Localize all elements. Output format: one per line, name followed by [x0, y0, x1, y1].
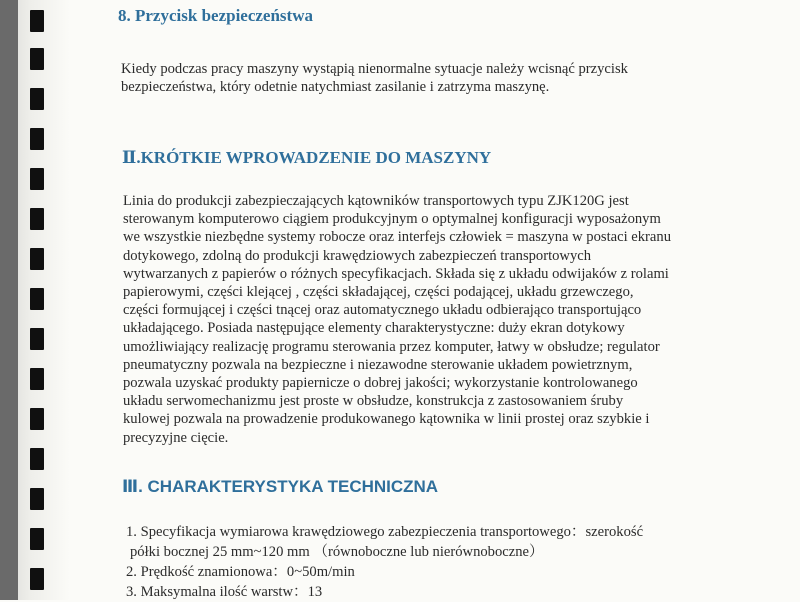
spec-item-continuation: półki bocznej 25 mm~120 mm （równoboczne lub nierównoboczne） [130, 544, 544, 560]
paragraph-line: Kiedy podczas pracy maszyny wystąpią nienormalne sytuacje należy wcisnąć przycisk [121, 61, 628, 77]
paragraph-line: układu serwomechanizmu jest proste w obsłudze, konstrukcja z zastosowaniem śruby [123, 393, 624, 410]
paragraph-line: bezpieczeństwa, który odetnie natychmiast zasilanie i zatrzyma maszynę. [121, 79, 550, 96]
paragraph-line: części formującej i części tnącej oraz automatycznego układu odbierająco transportująco [123, 302, 642, 319]
paragraph-line: wytwarzanych z papierów o różnych specyfikacjach. Składa się z układu odwijaków z rolami [123, 265, 669, 282]
section-3-title: Ⅲ. CHARAKTERYSTYKA TECHNICZNA [122, 477, 439, 496]
section-8-paragraph [121, 60, 628, 96]
spec-item: 2. Prędkość znamionowa：0~50m/min [126, 564, 355, 580]
spec-item: 1. Specyfikacja wymiarowa krawędziowego zabezpieczenia transportowego：szerokość [126, 524, 644, 540]
paragraph-line: układającego. Posiada następujące elementy charakterystyczne: duży ekran dotykowy [123, 320, 625, 337]
paragraph-line: pozwala uzyskać produkty papiernicze o dobrej jakości; wykorzystanie kontrolowanego [123, 375, 638, 392]
paragraph-line: papierowymi, części klejącej , części składającej, części podającej, układu grzewczego, [123, 284, 634, 301]
technical-specs-list [126, 522, 643, 602]
paragraph-line: pneumatyczny pozwala na bezpieczne i niezawodne sterowanie układem powietrznym, [123, 356, 633, 373]
paragraph-line: we wszystkie niezbędne systemy robocze oraz interfejs człowiek = maszyna w postaci ekranu [123, 229, 671, 246]
paragraph-line: dotykowego, zdolną do produkcji krawędziowych zabezpieczeń transportowych [123, 247, 592, 264]
paragraph-line: umożliwiający realizację programu sterowania przez komputer, łatwy w obsłudze; regulator [123, 338, 660, 355]
section-2-title: Ⅱ.KRÓTKIE WPROWADZENIE DO MASZYNY [122, 148, 492, 167]
paragraph-line: Linia do produkcji zabezpieczających kątowników transportowych typu ZJK120G jest [123, 193, 629, 209]
paragraph-line: sterowanym komputerowo ciągiem produkcyjnym o optymalnej konfiguracji wyposażonym [123, 211, 661, 228]
section-2-paragraph [123, 192, 671, 447]
spec-item: 3. Maksymalna ilość warstw：13 [126, 584, 323, 600]
paragraph-line: precyzyjne cięcie. [123, 429, 229, 446]
section-8-title: 8. Przycisk bezpieczeństwa [118, 6, 313, 25]
paragraph-line: kulowej pozwala na prowadzenie produkowanego kątownika w linii prostej oraz szybkie i [123, 411, 650, 428]
